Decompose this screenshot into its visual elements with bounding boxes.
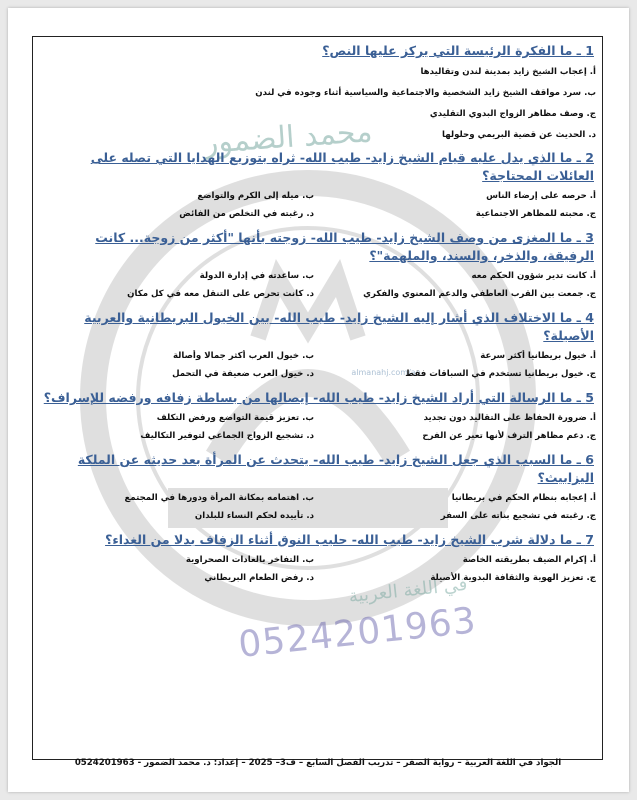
question-6 bbox=[40, 451, 596, 523]
option: ب. ميله إلى الكرم والتواضع bbox=[197, 191, 314, 201]
option: د. رغبته في التخلص من الفائض bbox=[179, 209, 314, 219]
option: أ. كانت تدير شؤون الحكم معه bbox=[471, 271, 596, 281]
options-grid bbox=[40, 270, 596, 301]
option: ج. محبته للمظاهر الاجتماعية bbox=[475, 209, 596, 219]
option: د. كانت تحرص على التنقل معه في كل مكان bbox=[127, 289, 314, 299]
question-title: 1 ـ ما الفكرة الرئيسة التي يركز عليها النص؟ bbox=[322, 43, 594, 58]
option: أ. إكرام الضيف بطريقته الخاصة bbox=[462, 555, 596, 565]
question-title: 4 ـ ما الاختلاف الذي أشار إليه الشيخ زايد- طيب الله- بين الخيول البريطانية والعربية الأصيلة؟ bbox=[84, 310, 594, 343]
option: ب. خيول العرب أكثر جمالا وأصالة bbox=[172, 351, 314, 361]
options-grid bbox=[40, 492, 596, 523]
option: أ. حرصه على إرضاء الناس bbox=[486, 191, 596, 201]
option: ج. جمعت بين القرب العاطفي والدعم المعنوي والفكري bbox=[363, 289, 596, 299]
option: ج. خيول بريطانيا تستخدم في السباقات فقط bbox=[405, 369, 596, 379]
option: ب. تعزيز قيمة التواضع ورفض التكلف bbox=[156, 413, 314, 423]
option: ج. دعم مظاهر الترف لأنها تعبر عن الفرح bbox=[422, 431, 596, 441]
option: أ. خيول بريطانيا أكثر سرعة bbox=[480, 351, 596, 361]
question-3 bbox=[40, 229, 596, 301]
option: د. الحديث عن قضية البريمي وحلولها bbox=[442, 130, 596, 140]
option: أ. إعجاب الشيخ زايد بمدينة لندن وتقاليدها bbox=[420, 67, 596, 77]
watermark-phone: 0524201963 bbox=[236, 600, 479, 666]
option: ج. وصف مظاهر الزواج البدوي التقليدي bbox=[429, 109, 596, 119]
question-2 bbox=[40, 149, 596, 221]
options-grid bbox=[40, 554, 596, 585]
options-grid bbox=[40, 412, 596, 443]
question-1 bbox=[40, 42, 596, 142]
option: د. تأييده لحكم النساء للبلدان bbox=[194, 511, 314, 521]
question-title: 2 ـ ما الذي يدل عليه قيام الشيخ زايد- طيب الله- ثراه بتوزيع الهدايا التي تصله على العائلات المحتاجة؟ bbox=[90, 150, 594, 183]
question-7 bbox=[40, 531, 596, 585]
option: ج. تعزيز الهوية والثقافة البدوية الأصيلة bbox=[430, 573, 596, 583]
question-title: 6 ـ ما السبب الذي جعل الشيخ زايد- طيب الله- يتحدث عن المرأة بعد حديثه عن الملكة اليزابيث؟ bbox=[77, 452, 594, 485]
option: ب. ساعدته في إدارة الدولة bbox=[199, 271, 314, 281]
document-page bbox=[8, 8, 629, 792]
page-footer: الجواد في اللغة العربية – رواية الصقر – تدريب الفصل السابع – ف3– 2025 – إعداد: د. محمد الضمور - 0524201963 bbox=[74, 758, 562, 768]
watermark-site: almanahj.com/ae bbox=[351, 368, 421, 377]
option: د. رفض الطعام البريطاني bbox=[204, 573, 314, 583]
question-title: 3 ـ ما المغزى من وصف الشيخ زايد- طيب الله- زوجته بأنها "أكثر من زوجة... كانت الرفيقة، والذخر، والسند، والملهمة"؟ bbox=[95, 230, 594, 263]
watermark-author-name: محمد الضمور bbox=[202, 114, 374, 161]
question-title: 7 ـ ما دلالة شرب الشيخ زايد- طيب الله- حليب النوق أثناء الزفاف بدلا من الغداء؟ bbox=[105, 532, 594, 547]
watermark-subject: في اللغة العربية bbox=[347, 573, 469, 608]
option: ب. اهتمامه بمكانة المرأة ودورها في المجتمع bbox=[124, 493, 314, 503]
questions-list bbox=[40, 42, 596, 593]
option: ج. رغبته في تشجيع بناته على السفر bbox=[440, 511, 596, 521]
question-title: 5 ـ ما الرسالة التي أراد الشيخ زايد- طيب الله- إيصالها من بساطة زفافه ورفضه للإسراف؟ bbox=[43, 390, 594, 405]
option: أ. ضرورة الحفاظ على التقاليد دون تجديد bbox=[423, 413, 596, 423]
option: أ. إعجابه بنظام الحكم في بريطانيا bbox=[451, 493, 596, 503]
question-4 bbox=[40, 309, 596, 381]
option: د. تشجيع الزواج الجماعي لتوفير التكاليف bbox=[140, 431, 314, 441]
option: ب. التفاخر بالعادات الصحراوية bbox=[185, 555, 314, 565]
option: ب. سرد مواقف الشيخ زايد الشخصية والاجتماعية والسياسية أثناء وجوده في لندن bbox=[255, 88, 596, 98]
option: د. خيول العرب ضعيفة في التحمل bbox=[172, 369, 314, 379]
question-5 bbox=[40, 389, 596, 443]
options-grid bbox=[40, 350, 596, 381]
options-grid bbox=[40, 190, 596, 221]
